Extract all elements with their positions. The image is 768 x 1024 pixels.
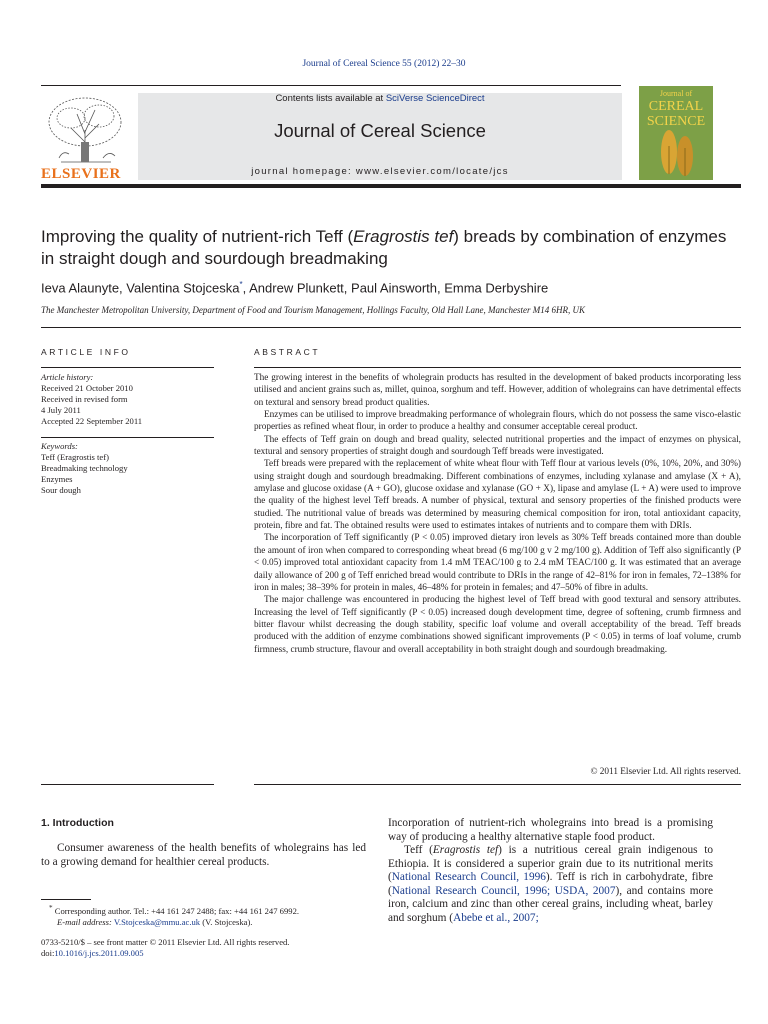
abstract-paragraph: The major challenge was encountered in producing the highest level of Teff bread with good textural and sensory attributes. Increasing the level of Teff significantly (P < 0.05) increased dough development time, degree of softening, crumb firmness and bitter flavour whilst decreasing the dough stability, specific loaf volume and overall acceptability of the bread. Teff breads produced with the addition of enzyme combinations showed significant improvements (P < 0.05) in terms of loaf volume, crumb firmness, crumb structure, flavour and overall acceptability in both straight dough and sourdough breadmaking.: [254, 595, 741, 655]
keyword-item: Teff (Eragrostis tef): [41, 452, 109, 462]
authors-part: , Andrew Plunkett, Paul Ainsworth, Emma Derbyshire: [242, 280, 549, 296]
history-item: 4 July 2011: [41, 405, 81, 415]
affiliation-rule: [41, 327, 741, 328]
history-item: Received 21 October 2010: [41, 383, 133, 393]
front-matter: [41, 937, 366, 959]
elsevier-wordmark: ELSEVIER: [41, 166, 121, 182]
abstract-paragraph: The growing interest in the benefits of wholegrain products has resulted in the development of baked products incorporating less utilised and ancient grains such as, millet, quinoa, sorghum and teff. However, addition of wholegrains can have detrimental effects on textural and sensory bread product qualities.: [254, 373, 741, 408]
footnote-line: [41, 917, 366, 928]
intro-paragraph-left: Consumer awareness of the health benefits of wholegrains has led to a growing demand for healthier cereal products.: [41, 842, 366, 868]
abstract-paragraph: The effects of Teff grain on dough and bread quality, selected nutritional properties and the impact of enzymes on physical, textural and sensory properties of straight dough and sourdough Teff breads were investigated.: [254, 434, 741, 458]
email-owner: (V. Stojceska).: [200, 916, 253, 927]
article-history: [41, 372, 214, 427]
journal-homepage[interactable]: journal homepage: www.elsevier.com/locate/jcs: [251, 166, 509, 177]
header-rule: [41, 85, 621, 86]
species-italic: Eragrostis tef: [432, 844, 499, 856]
keyword-item: Sour dough: [41, 485, 81, 495]
title-italic: Eragrostis tef: [353, 227, 454, 246]
abstract-paragraph: The incorporation of Teff significantly (P < 0.05) improved dietary iron levels as 30% Teff breads contained more than double the amount of iron when compared to corresponding wheat bread (6 mg/100 g v 2 mg/100 g). Addition of Teff also significantly (P < 0.05) improved total antioxidant capacity from 1.4 mM TEAC/100 g to 2.4 mM TEAC/100 g. It was estimated that an average daily allowance of 200 g of Teff enriched bread would contribute to DRIs in the range of 42–81% for iron in females, 72–138% for iron in males; 38–39% for protein in males, 46–48% for protein in females; and 47–50% of fibre in adults.: [254, 533, 741, 593]
citation-link[interactable]: Abebe et al., 2007;: [453, 911, 539, 924]
journal-citation[interactable]: Journal of Cereal Science 55 (2012) 22–30: [302, 59, 466, 69]
contents-line: [138, 93, 622, 104]
footnote-rule: [41, 899, 91, 900]
title-part: Improving the quality of nutrient-rich Teff (: [41, 227, 354, 246]
abstract-rule: [254, 367, 741, 368]
citation-link[interactable]: National Research Council, 1996: [391, 871, 546, 883]
journal-cover-image: [639, 86, 713, 180]
keywords: [41, 441, 214, 496]
history-item: Accepted 22 September 2011: [41, 416, 143, 426]
text-span: ). Teff is rich in carbohydrate, fibre (: [388, 871, 713, 897]
author-list: [41, 280, 741, 295]
header-thick-rule: [41, 184, 741, 188]
issn-line: 0733-5210/$ – see front matter © 2011 Elsevier Ltd. All rights reserved.: [41, 937, 290, 947]
abstract-end-rule: [254, 784, 741, 785]
email-label: E-mail address:: [57, 916, 112, 927]
cover-line2: CEREAL: [648, 99, 704, 114]
doi-line: [41, 948, 366, 959]
corresponding-mark[interactable]: *: [239, 280, 243, 289]
footnote-corr: Corresponding author. Tel.: +44 161 247 2488; fax: +44 161 247 6992.: [52, 905, 300, 916]
intro-paragraph: Incorporation of nutrient-rich wholegrains into bread is a promising way of producing a healthy alternative staple food product.: [388, 817, 713, 843]
email-link[interactable]: V.Stojceska@mmu.ac.uk: [113, 916, 201, 927]
abstract-body: [254, 372, 741, 656]
doi-link[interactable]: 10.1016/j.jcs.2011.09.005: [54, 948, 144, 958]
footnote-line: [41, 903, 366, 917]
cover-line1: Journal of: [659, 89, 693, 98]
abstract-paragraph: Enzymes can be utilised to improve breadmaking performance of wholegrain flours, which do not possess the same visco-elastic properties as refined wheat flour, in order to produce a healthy and consumer acceptable cereal product.: [254, 410, 741, 433]
authors-part: Ieva Alaunyte, Valentina Stojceska: [41, 280, 240, 296]
article-info-rule: [41, 367, 214, 368]
intro-column-right: [388, 817, 713, 925]
history-item: Received in revised form: [41, 394, 128, 404]
text-span: ) is a nutritious cereal grain indigenous to Ethiopia. It is considered a superior grain due to its nutritional merits (: [388, 844, 714, 883]
intro-paragraph: [388, 844, 713, 925]
text-span: ), and contains more iron, calcium and zinc than other cereal grains, including wheat, barley and sorghum (: [388, 884, 713, 924]
article-info-rule: [41, 437, 214, 438]
sciencedirect-link[interactable]: SciVerse ScienceDirect: [385, 93, 485, 104]
footnote-mark: *: [49, 904, 53, 912]
corresponding-footnote: [41, 903, 366, 928]
article-info-heading: ARTICLE INFO: [41, 347, 131, 357]
affiliation: The Manchester Metropolitan University, Department of Food and Tourism Management, Hollings Faculty, Old Hall Lane, Manchester M14 6HR, UK: [41, 305, 586, 315]
abstract-paragraph: Teff breads were prepared with the replacement of white wheat flour with Teff flour at various levels (0%, 10%, 20%, and 30%) using straight dough and sourdough breadmaking. Different combinations of enzymes, including xylanase and amylase (X + A), amylase and glucose oxidase (A + GO), glucose oxidase and xylanase (GO + X), lipase and amylase (L + A) were used to improve the quality of the highest level Teff breads. A number of physical, textural and sensory properties of the finished products were studied. The nutritional value of breads was determined by measuring chemical composition for iron, total antioxidant capacity, protein, fibre and fat. The obtained results were used to estimates intakes of nutrients and to compare them with DRIs.: [254, 459, 741, 532]
contents-prefix: Contents lists available at: [275, 93, 386, 104]
copyright: © 2011 Elsevier Ltd. All rights reserved.: [590, 767, 741, 777]
journal-title: Journal of Cereal Science: [274, 120, 486, 141]
keywords-label: Keywords:: [41, 441, 78, 451]
keyword-item: Breadmaking technology: [41, 463, 128, 473]
doi-label: doi:: [41, 948, 55, 958]
title-part: ) breads by combination of enzymes in straight dough and sourdough breadmaking: [41, 227, 727, 268]
article-info-end-rule: [41, 784, 214, 785]
keyword-item: Enzymes: [41, 474, 73, 484]
section-heading-introduction: 1. Introduction: [41, 817, 114, 829]
text-span: Teff (: [404, 844, 433, 856]
cover-line3: SCIENCE: [646, 114, 706, 129]
history-label: Article history:: [41, 372, 94, 382]
citation-link[interactable]: National Research Council, 1996; USDA, 2007: [391, 884, 616, 897]
article-title: [41, 226, 741, 270]
abstract-heading: ABSTRACT: [254, 347, 321, 357]
